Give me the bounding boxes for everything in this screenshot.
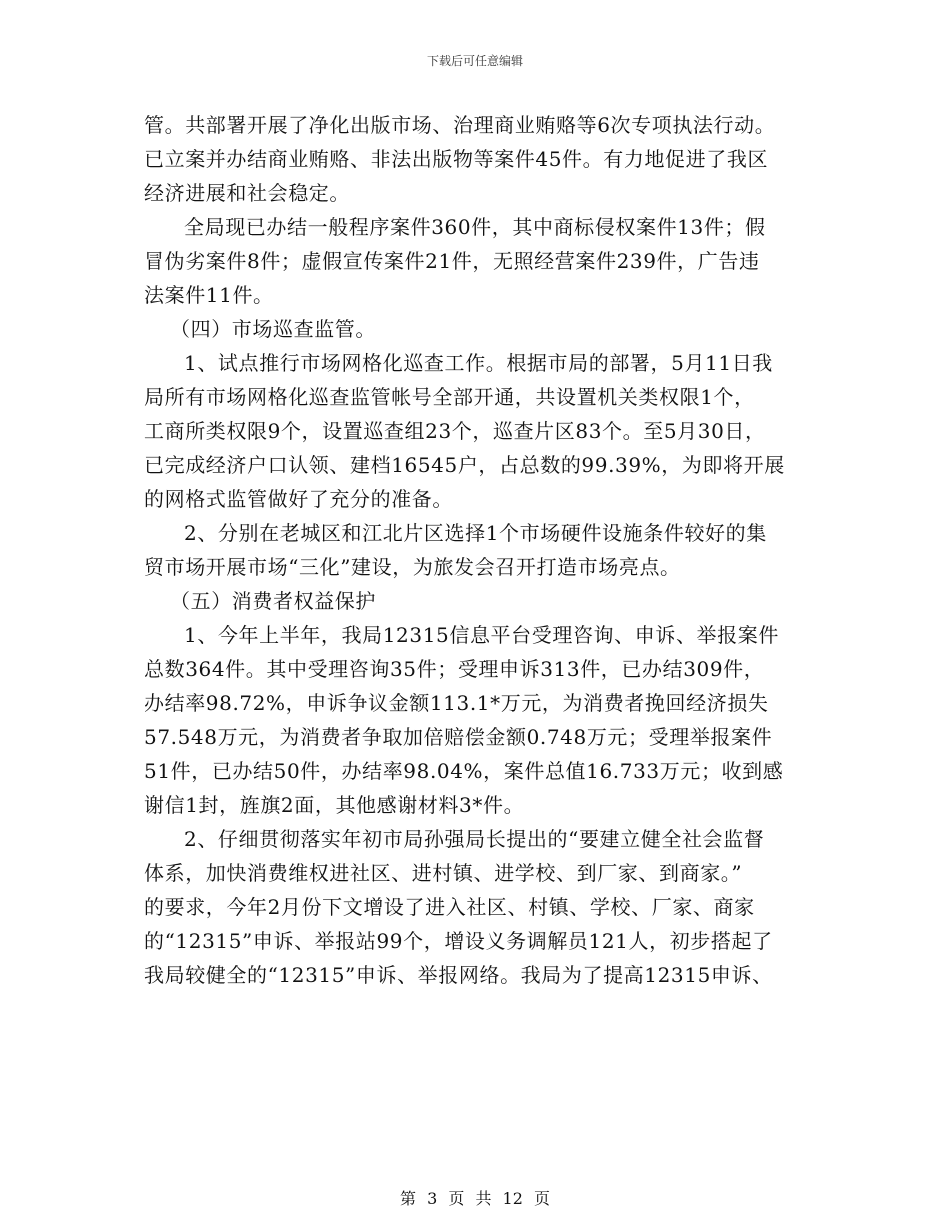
section-heading: （五）消费者权益保护 <box>170 589 376 613</box>
paragraph-line: 冒伪劣案件8件；虚假宣传案件21件，无照经营案件239件，广告违 <box>144 249 760 273</box>
paragraph-line: 体系，加快消费维权进社区、进村镇、进学校、到厂家、到商家。” <box>144 861 743 885</box>
paragraph-line: 总数364件。其中受理咨询35件；受理申诉313件，已办结309件， <box>144 657 765 681</box>
page-header: 下载后可任意编辑 <box>426 54 523 68</box>
paragraph-line: 的要求，今年2月份下文增设了进入社区、村镇、学校、厂家、商家 <box>144 895 755 919</box>
paragraph-line: 全局现已办结一般程序案件360件，其中商标侵权案件13件；假 <box>184 215 766 239</box>
paragraph-line: 57.548万元，为消费者争取加倍赔偿金额0.748万元；受理举报案件 <box>144 725 773 749</box>
paragraph-line: 2、仔细贯彻落实年初市局孙强局长提出的“要建立健全社会监督 <box>184 827 765 851</box>
paragraph-line: 1、今年上半年，我局12315信息平台受理咨询、申诉、举报案件 <box>184 623 779 647</box>
paragraph-line: 局所有市场网格化巡查监管帐号全部开通，共设置机关类权限1个， <box>144 385 755 409</box>
paragraph-line: 51件，已办结50件，办结率98.04%，案件总值16.733万元；收到感 <box>144 759 784 783</box>
paragraph-line: 谢信1封，旌旗2面，其他感谢材料3*件。 <box>144 793 525 817</box>
paragraph-line: 办结率98.72%，申诉争议金额113.1*万元，为消费者挽回经济损失 <box>144 691 769 715</box>
document-body <box>144 108 812 992</box>
paragraph-line: 法案件11件。 <box>144 283 274 307</box>
paragraph-line: 工商所类权限9个，设置巡查组23个，巡查片区83个。至5月30日， <box>144 419 766 443</box>
paragraph-line: 贸市场开展市场“三化”建设，为旅发会召开打造市场亮点。 <box>144 555 681 579</box>
paragraph-line: 的网格式监管做好了充分的准备。 <box>144 487 453 511</box>
paragraph-line: 1、试点推行市场网格化巡查工作。根据市局的部署，5月11日我 <box>184 351 773 375</box>
page-footer: 第 3 页 共 12 页 <box>400 1189 550 1208</box>
paragraph-line: 已完成经济户口认领、建档16545户，占总数的99.39%，为即将开展 <box>144 453 785 477</box>
paragraph-line: 的“12315”申诉、举报站99个，增设义务调解员121人，初步搭起了 <box>144 929 773 953</box>
section-heading: （四）市场巡查监管。 <box>170 317 376 341</box>
paragraph-line: 已立案并办结商业贿赂、非法出版物等案件45件。有力地促进了我区 <box>144 147 769 171</box>
paragraph-line: 经济进展和社会稳定。 <box>144 181 350 205</box>
paragraph-line: 管。共部署开展了净化出版市场、治理商业贿赂等6次专项执法行动。 <box>144 113 776 137</box>
paragraph-line: 我局较健全的“12315”申诉、举报网络。我局为了提高12315申诉、 <box>144 963 773 987</box>
paragraph-line: 2、分别在老城区和江北片区选择1个市场硬件设施条件较好的集 <box>184 521 767 545</box>
